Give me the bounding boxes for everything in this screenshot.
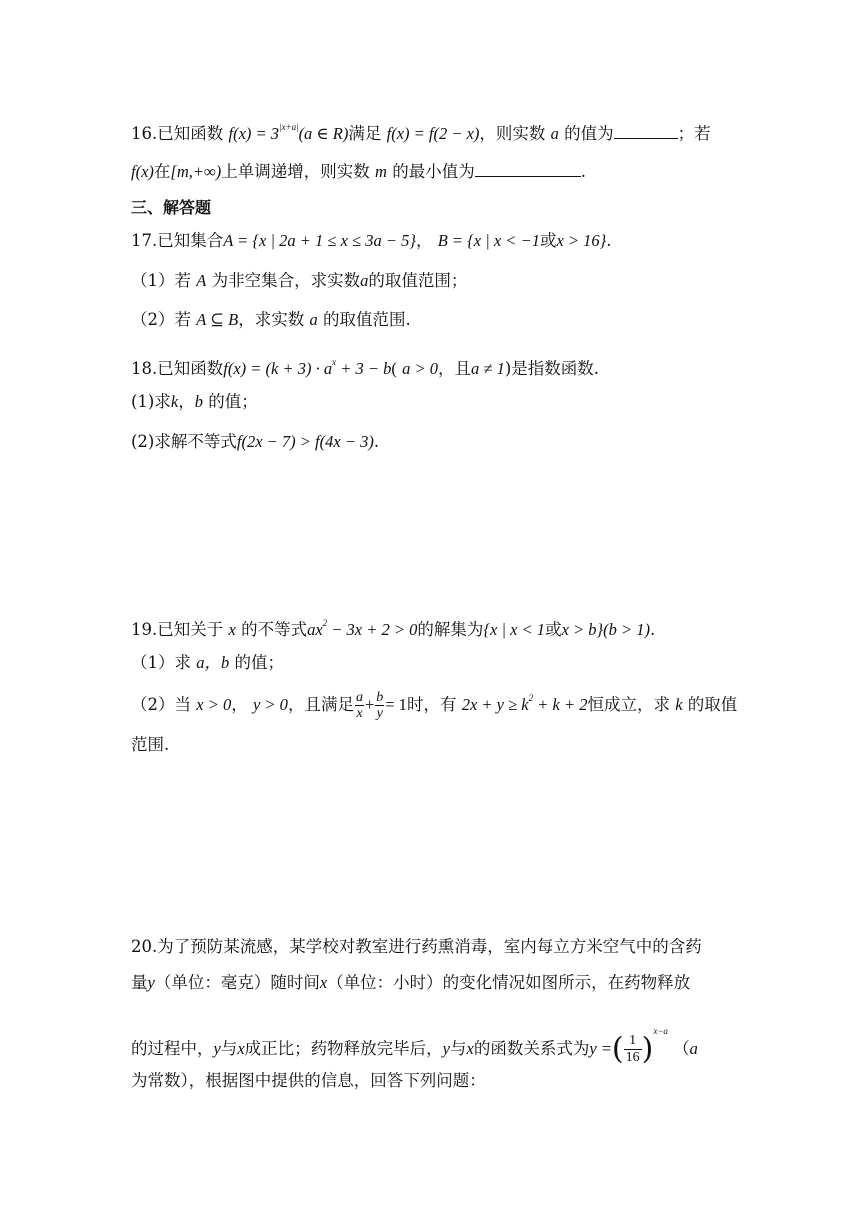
q20-var-x: x	[237, 1039, 245, 1058]
q20-formula-fraction	[624, 1033, 642, 1066]
q19-p2-sup: 2	[528, 693, 534, 703]
q20-line-3	[131, 1019, 729, 1066]
q17-p2-var: a	[309, 310, 318, 329]
q20-text: （	[673, 1039, 690, 1058]
q17-text: 已知集合	[157, 231, 224, 250]
q19-p2-label: （2）当	[131, 695, 191, 714]
q19-p2-x: x > 0	[196, 695, 232, 714]
q20-line-2	[131, 971, 729, 995]
q19-part-2	[131, 686, 738, 721]
q19-ineq: ax	[307, 620, 323, 639]
q18-p1-k: k	[170, 392, 179, 411]
q16-end: .	[580, 162, 586, 181]
q18-p2-end: .	[373, 432, 380, 451]
q17-p1-var: A	[196, 271, 207, 290]
frac-numerator: 1	[624, 1033, 642, 1050]
q18-text: 已知函数	[157, 359, 224, 378]
q17-sep: ，	[415, 231, 433, 250]
q16-var-a: a	[550, 124, 559, 143]
q19-fraction-a-x	[355, 690, 364, 721]
q20-var-a: a	[689, 1039, 698, 1058]
q17-end: .	[606, 231, 612, 250]
q16-line-1	[131, 115, 729, 146]
left-paren-icon: (	[611, 1031, 624, 1067]
q19-end: .	[650, 620, 656, 639]
q16-exponent: |x+a|	[279, 122, 299, 132]
q19-p1-end: 的值；	[234, 653, 284, 672]
q19-or: 或	[545, 620, 562, 639]
q17-set-b-tail: x > 16}	[556, 231, 607, 250]
q18-p2-expr: f(2x − 7) > f(4x − 3)	[236, 432, 374, 451]
q18-part-1	[131, 390, 729, 414]
q19-var-x: x	[228, 620, 236, 639]
q19-text: 的不等式	[241, 620, 308, 639]
q18-p1-b: b	[194, 392, 203, 411]
q18-cond2: a ≠ 1	[471, 359, 505, 378]
q18-cond-close: )是指数函数.	[504, 359, 600, 378]
q16-text: 的值为	[564, 124, 614, 143]
q19-p2-k: k	[675, 695, 683, 714]
q16-text: 在	[153, 162, 171, 181]
frac-numerator: b	[376, 690, 384, 705]
q16-domain: (a ∈ R)	[298, 124, 349, 143]
q17-set-a: A = {x | 2a + 1 ≤ x ≤ 3a − 5}	[223, 231, 416, 250]
q18-p1-end: 的值；	[208, 392, 258, 411]
q16-text: ，则实数	[479, 124, 546, 143]
q18-p1-label: (1)求	[131, 392, 171, 411]
q20-line-1: 20.为了预防某流感，某学校对教室进行药熏消毒，室内每立方米空气中的含药	[131, 937, 702, 956]
q18-func: f(x) = (k + 3) · a	[223, 359, 333, 378]
q16-line-2	[131, 160, 729, 184]
q20-text: 成正比；药物释放完毕后，	[244, 1039, 443, 1058]
q18-paren: (	[391, 359, 397, 378]
q20-text: 与	[449, 1039, 467, 1058]
q18-sup: x	[332, 357, 337, 367]
q18-line-1	[131, 350, 729, 381]
q19-ineq-tail: − 3x + 2 > 0	[327, 620, 418, 639]
q20-text: （单位：小时）的变化情况如图所示，在药物释放	[327, 973, 691, 992]
q20-var-x: x	[466, 1039, 474, 1058]
frac-denominator: x	[356, 706, 363, 721]
q17-p2-text: ，求实数	[238, 310, 305, 329]
q16-text: ；若	[677, 124, 711, 143]
q19-fraction-b-y	[375, 690, 384, 721]
q20-line-4: 为常数），根据图中提供的信息，回答下列问题：	[131, 1071, 486, 1090]
q20-formula-lhs: y =	[589, 1039, 612, 1058]
q19-ineq-sup: 2	[322, 618, 328, 628]
q20-text: 的过程中，	[131, 1039, 214, 1058]
q17-number: 17.	[131, 231, 158, 250]
q17-part-2	[131, 308, 729, 332]
q20-var-x: x	[319, 973, 328, 992]
q19-eq: = 1	[385, 695, 407, 714]
q19-p2-y: y > 0	[252, 695, 288, 714]
q19-p1-vars: a，b	[196, 653, 230, 672]
q18-number: 18.	[131, 359, 158, 378]
q18-p2-label: (2)求解不等式	[131, 432, 237, 451]
q19-p1-label: （1）求	[131, 653, 191, 672]
q19-number: 19.	[131, 620, 158, 639]
q16-interval: [m,+∞)	[170, 162, 222, 181]
q19-plus: +	[364, 695, 375, 714]
q19-p2-end: 的取值	[687, 695, 738, 714]
q17-p2-label: （2）若	[131, 310, 191, 329]
q19-p2-ineq-tail: + k + 2	[533, 695, 588, 714]
q17-p1-var2: a	[360, 271, 369, 290]
q16-text: 的最小值为	[392, 162, 475, 181]
q17-set-b: B = {x | x < −1	[437, 231, 540, 250]
q18-cond1: a > 0	[402, 359, 439, 378]
q17-p1-label: （1）若	[131, 271, 191, 290]
q19-line-1	[131, 611, 729, 642]
q16-var-m: m	[375, 162, 387, 181]
q17-p2-expr: A ⊆ B	[196, 310, 239, 329]
right-paren-icon: )	[641, 1031, 654, 1067]
q19-set-tail: x > b}(b > 1)	[561, 620, 650, 639]
q19-text: 已知关于	[157, 620, 224, 639]
frac-denominator: 16	[625, 1050, 640, 1065]
q20-formula-exp: x−a	[653, 1026, 668, 1036]
q18-p1-sep: ，	[178, 392, 195, 411]
q20-text: 与	[220, 1039, 238, 1058]
q17-p1-end: 的取值范围；	[368, 271, 468, 290]
q19-p2-text3: 恒成立，求	[587, 695, 670, 714]
frac-denominator: y	[376, 706, 383, 721]
q16-fx: f(x)	[131, 162, 154, 181]
q18-func-tail: + 3 − b	[336, 359, 392, 378]
q20-text: 量	[131, 973, 148, 992]
q19-p2-sep: ，	[231, 695, 248, 714]
q18-cond-mid: ，且	[438, 359, 472, 378]
frac-numerator: a	[355, 690, 363, 705]
q20-text: 的函数关系式为	[473, 1039, 590, 1058]
q16-text: 满足	[348, 124, 382, 143]
q19-part-1	[131, 651, 729, 675]
q16-answer-blank-1[interactable]	[614, 122, 678, 139]
q19-p2-text2: 时，有	[406, 695, 457, 714]
q19-set: {x | x < 1	[483, 620, 546, 639]
q20-var-y: y	[213, 1039, 221, 1058]
q17-p1-text: 为非空集合，求实数	[211, 271, 361, 290]
q16-func-def: f(x) = 3	[228, 124, 280, 143]
q16-number: 16.	[131, 124, 158, 143]
q18-part-2	[131, 430, 729, 454]
q16-answer-blank-2[interactable]	[475, 160, 581, 177]
q17-p2-end: 的取值范围.	[322, 310, 411, 329]
q20-var-y: y	[147, 973, 155, 992]
q19-p2-text: ，且满足	[287, 695, 354, 714]
q16-text: 上单调递增，则实数	[221, 162, 370, 181]
section-heading: 三、解答题	[131, 198, 212, 217]
q16-text: 已知函数	[157, 124, 224, 143]
q17-line-1	[131, 229, 729, 253]
q19-p2-ineq: 2x + y ≥ k	[461, 695, 529, 714]
q16-condition: f(x) = f(2 − x)	[386, 124, 480, 143]
q20-text: （单位：毫克）随时间	[154, 973, 320, 992]
q19-text: 的解集为	[417, 620, 484, 639]
q17-part-1	[131, 269, 729, 293]
q19-part-2-line-2: 范围.	[131, 735, 170, 754]
q20-var-y: y	[442, 1039, 450, 1058]
q17-or: 或	[539, 231, 557, 250]
